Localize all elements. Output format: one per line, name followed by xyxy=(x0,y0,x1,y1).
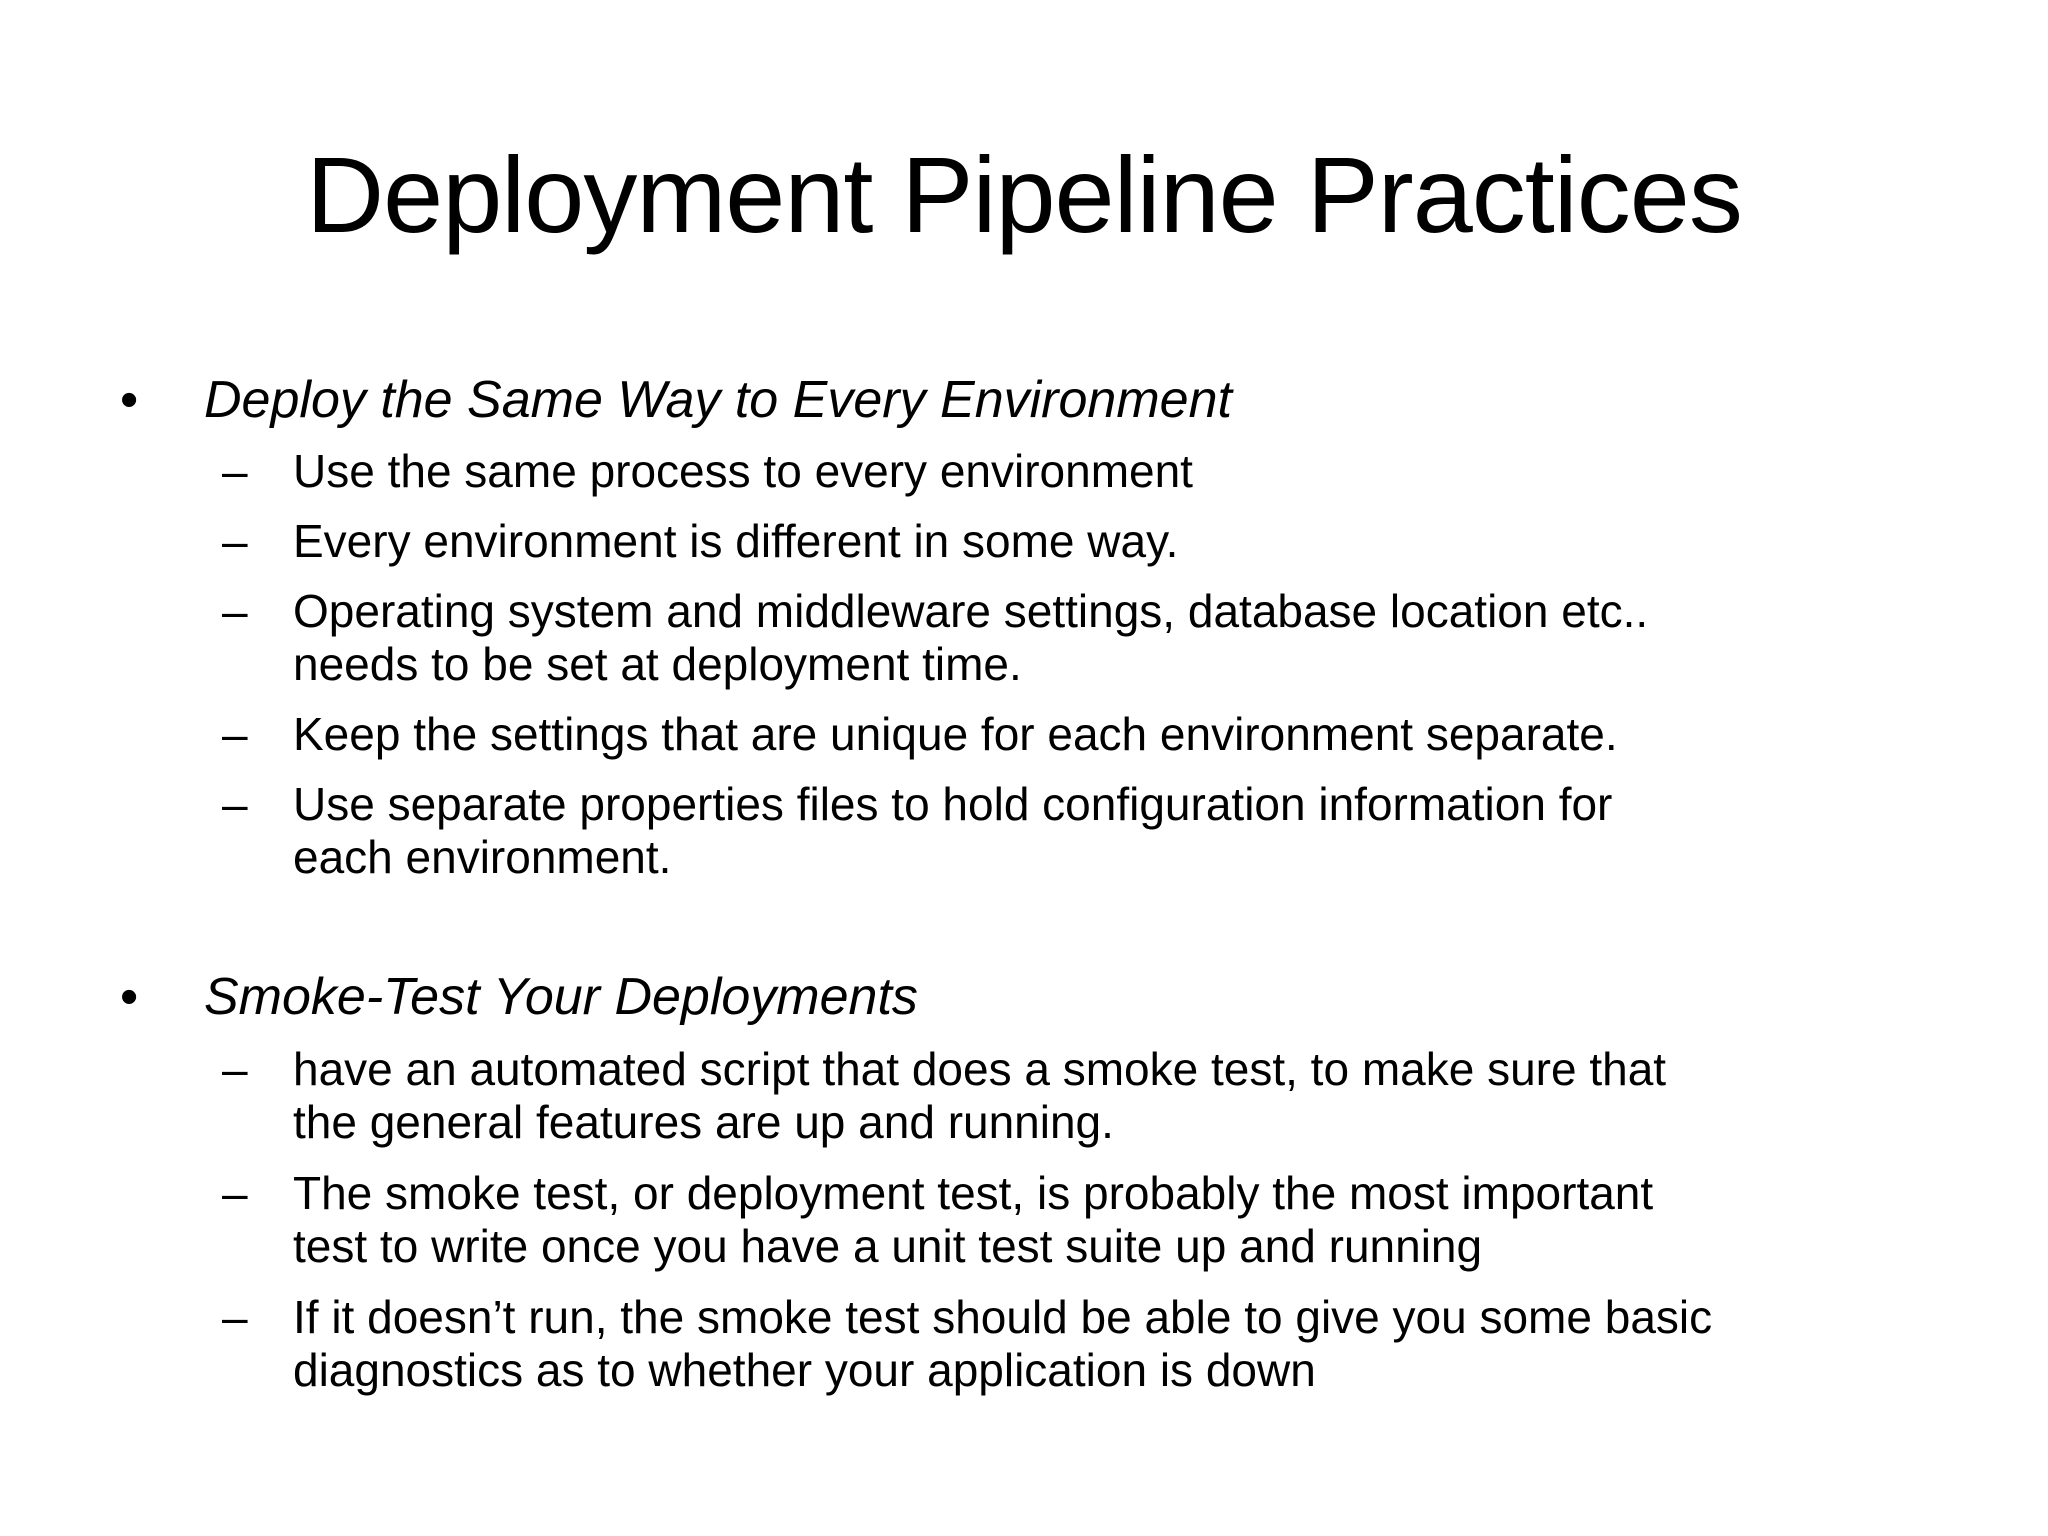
bullet-marker: • xyxy=(120,371,139,429)
dash-marker: – xyxy=(222,515,248,567)
list-item-text: Every environment is different in some way. xyxy=(293,515,1179,567)
list-item-text: Use the same process to every environment xyxy=(293,445,1193,497)
list-item-text: Use separate properties files to hold configuration information for each environment. xyxy=(293,778,1613,883)
list-item-text: Operating system and middleware settings, database location etc.. needs to be set at deployment time. xyxy=(293,585,1649,690)
section-heading-text: Deploy the Same Way to Every Environment xyxy=(204,371,1232,429)
slide-title: Deployment Pipeline Practices xyxy=(306,134,1742,255)
bullet-marker: • xyxy=(120,968,139,1026)
dash-marker: – xyxy=(222,1167,248,1219)
list-item-text: Keep the settings that are unique for each environment separate. xyxy=(293,708,1618,760)
list-item-text: If it doesn’t run, the smoke test should be able to give you some basic diagnostics as to whether your application is down xyxy=(293,1291,1713,1396)
dash-marker: – xyxy=(222,1291,248,1343)
dash-marker: – xyxy=(222,708,248,760)
dash-marker: – xyxy=(222,585,248,637)
list-item-text: have an automated script that does a smoke test, to make sure that the general features are up and running. xyxy=(293,1043,1667,1148)
dash-marker: – xyxy=(222,778,248,830)
section-heading-text: Smoke-Test Your Deployments xyxy=(204,968,918,1026)
dash-marker: – xyxy=(222,1043,248,1095)
dash-marker: – xyxy=(222,445,248,497)
list-item-text: The smoke test, or deployment test, is probably the most important test to write once you have a unit test suite up and running xyxy=(293,1167,1654,1272)
